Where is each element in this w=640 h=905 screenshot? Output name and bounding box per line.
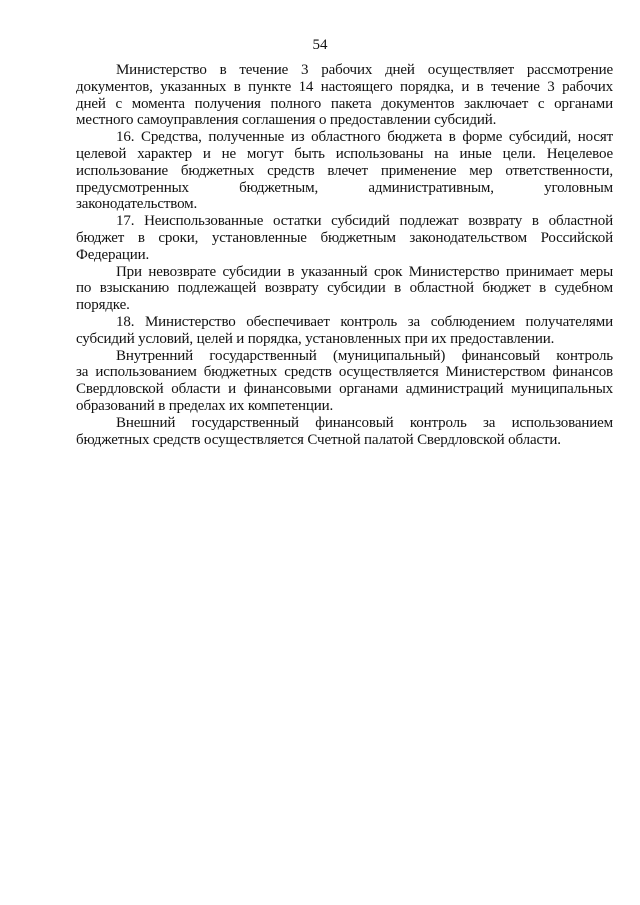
text-line: законодательством.	[76, 196, 198, 213]
text-line: порядке.	[76, 297, 130, 314]
paragraph-18	[76, 314, 613, 348]
text-line: дней с момента получения полного пакета документов заключает с органами	[76, 95, 613, 112]
text-line: Министерство в течение 3 рабочих дней осуществляет рассмотрение	[116, 62, 613, 78]
text-line: за использованием бюджетных средств осуществляется Министерством финансов	[76, 364, 613, 381]
text-line: бюджетных средств осуществляется Счетной палатой Свердловской области.	[76, 431, 561, 448]
text-line: по взысканию подлежащей возврату субсидии в областной бюджет в судебном	[76, 280, 613, 297]
text-line: 16. Средства, полученные из областного бюджета в форме субсидий, носят	[116, 129, 613, 146]
paragraph-non-return	[76, 264, 613, 314]
text-line: бюджет в сроки, установленные бюджетным законодательством Российской	[76, 229, 613, 246]
paragraph-16	[76, 129, 613, 213]
document-body	[76, 62, 613, 448]
paragraph-17	[76, 213, 613, 263]
paragraph-external-control	[76, 415, 613, 449]
text-line: При невозврате субсидии в указанный срок Министерство принимает меры	[116, 263, 613, 280]
text-line: Свердловской области и финансовыми органами администраций муниципальных	[76, 381, 613, 398]
paragraph-review-period	[76, 62, 613, 129]
text-line: местного самоуправления соглашения о предоставлении субсидий.	[76, 112, 497, 129]
text-line: Внешний государственный финансовый контроль за использованием	[116, 414, 613, 431]
text-line: 17. Неиспользованные остатки субсидий подлежат возврату в областной	[116, 213, 613, 230]
text-line: целевой характер и не могут быть использованы на иные цели. Нецелевое	[76, 145, 613, 162]
text-line: Внутренний государственный (муниципальный) финансовый контроль	[116, 347, 613, 364]
text-line: использование бюджетных средств влечет применение мер ответственности,	[76, 162, 613, 179]
text-line: Федерации.	[76, 246, 150, 263]
paragraph-internal-control	[76, 348, 613, 415]
text-line: документов, указанных в пункте 14 настоящего порядка, и в течение 3 рабочих	[76, 78, 613, 95]
text-line: предусмотренных бюджетным, административным, уголовным	[76, 179, 613, 196]
page-number: 54	[312, 37, 328, 53]
text-line: субсидий условий, целей и порядка, установленных при их предоставлении.	[76, 330, 555, 347]
text-line: 18. Министерство обеспечивает контроль за соблюдением получателями	[116, 313, 613, 330]
text-line: образований в пределах их компетенции.	[76, 397, 334, 414]
